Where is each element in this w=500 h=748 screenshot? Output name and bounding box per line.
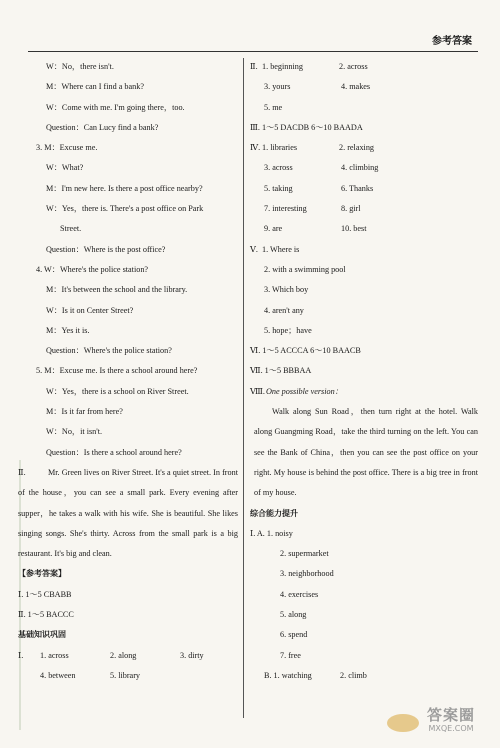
dialogue-line: W：Come with me. I'm going there，too.	[46, 102, 185, 112]
answer-item: 1. across	[40, 650, 69, 660]
answer-item: 1. beginning	[262, 62, 303, 71]
watermark-url: MXQE.COM	[428, 724, 474, 733]
answer-row	[250, 57, 478, 77]
section-two-paragraph	[18, 463, 238, 564]
dialogue-line: 4. W：Where's the police station?	[36, 264, 149, 274]
answer-item: 1. Where is	[262, 244, 300, 254]
dialogue-line: M：Is it far from here?	[46, 407, 123, 417]
answer-line: 5. hope；have	[264, 325, 312, 335]
answer-row	[18, 646, 238, 666]
answer-line: 3. Which boy	[264, 285, 309, 295]
answer-row	[250, 666, 478, 686]
question-line: Question：Is there a school around here?	[46, 447, 182, 457]
dialogue-line: M：Yes it is.	[46, 325, 90, 335]
answer-line: Ⅱ. 1～5 BACCC	[18, 610, 74, 620]
answer-line: 3. neighborhood	[280, 569, 334, 579]
answer-row	[250, 138, 478, 158]
answer-row	[250, 158, 478, 178]
answer-item: 3. yours	[264, 82, 291, 92]
dialogue-line: 3. M：Excuse me.	[36, 143, 98, 153]
answer-row	[250, 240, 478, 260]
answer-item: 4. between	[40, 670, 76, 680]
answer-row	[250, 179, 478, 199]
answer-item: 4. makes	[341, 82, 371, 92]
dialogue-line: W：No，there isn't.	[46, 62, 114, 71]
answer-item: 9. are	[264, 224, 283, 234]
answer-row	[250, 98, 478, 118]
comprehensive-title: 综合能力提升	[250, 508, 298, 518]
answer-item: 2. relaxing	[339, 143, 375, 153]
roman-numeral: Ⅷ.	[250, 386, 265, 396]
roman-numeral: Ⅴ.	[250, 244, 258, 254]
answer-line: Ⅰ. A. 1. noisy	[250, 528, 293, 538]
answer-item: 2. along	[110, 650, 137, 660]
version-label: One possible version：	[266, 386, 343, 396]
dialogue-line: 5. M：Excuse me. Is there a school around here?	[36, 366, 198, 376]
answer-line: 6. spend	[280, 630, 308, 640]
roman-numeral: Ⅱ.	[250, 62, 258, 71]
watermark-logo: 答案圈	[426, 706, 475, 724]
answer-line: 2. supermarket	[280, 549, 329, 559]
dialogue-line: W：Is it on Center Street?	[46, 305, 134, 315]
answer-item: 3. across	[264, 163, 293, 173]
answer-row	[250, 77, 478, 97]
answer-item: 8. girl	[341, 204, 361, 214]
answer-item: 5. me	[264, 102, 283, 112]
answer-item: 7. interesting	[264, 204, 307, 214]
answer-line: 5. along	[280, 610, 307, 620]
header-title: 参考答案	[432, 36, 472, 47]
watermark	[412, 708, 490, 742]
paragraph-text: Mr. Green lives on River Street. It's a quiet street. In front of the house，you can see a small park. Every evening after supper，he takes a walk with his wife. She is beautiful. She likes singing songs. She's thirty. Across from the small park is a big restaurant. It's big and clean.	[18, 467, 238, 559]
answer-row	[250, 219, 478, 239]
dialogue-line: W：What?	[46, 163, 84, 173]
answer-item: 10. best	[341, 224, 367, 234]
question-line: Question：Where's the police station?	[46, 346, 172, 356]
answer-item: 4. climbing	[341, 163, 379, 173]
dialogue-line: W：No，it isn't.	[46, 427, 103, 437]
column-divider	[243, 58, 244, 718]
answer-line: 4. exercises	[280, 589, 319, 599]
answer-line: 2. with a swimming pool	[264, 264, 346, 274]
answer-item: 1. libraries	[262, 143, 298, 153]
dialogue-line: M：I'm new here. Is there a post office nearby?	[46, 183, 203, 193]
roman-numeral: Ⅰ.	[18, 650, 24, 660]
question-line: Question：Can Lucy find a bank?	[46, 122, 159, 132]
page-header	[0, 0, 500, 52]
answer-line: Ⅵ. 1～5 ACCCA 6～10 BAACB	[250, 346, 361, 356]
dialogue-line: W：Yes，there is a school on River Street.	[46, 386, 189, 396]
dialogue-line: M：It's between the school and the library.	[46, 285, 188, 295]
answer-item: 5. taking	[264, 183, 293, 193]
writing-paragraph: Walk along Sun Road，then turn right at the hotel. Walk along Guangming Road，take the third turning on the left. You can see the Bank of China，then you can see the post office on your right. My house is behind the post office. There is a big tree in front of my house.	[254, 407, 478, 498]
answer-line: Ⅶ. 1～5 BBBAA	[250, 366, 312, 376]
answer-item: B. 1. watching	[264, 670, 312, 680]
answer-line: Ⅰ. 1～5 CBABB	[18, 589, 72, 599]
roman-numeral: Ⅱ.	[18, 467, 26, 477]
answer-item: 6. Thanks	[341, 183, 374, 193]
right-column	[250, 57, 478, 686]
answer-item: 2. across	[339, 62, 368, 71]
reference-answer-title: 【参考答案】	[18, 569, 66, 579]
basic-knowledge-title: 基础知识巩固	[18, 630, 66, 640]
header-rule	[28, 51, 478, 52]
answer-line: 7. free	[280, 650, 301, 660]
dialogue-line: W：Yes，there is. There's a post office on Park	[46, 204, 204, 214]
answer-row	[26, 666, 238, 686]
dialogue-line: Street.	[60, 224, 82, 234]
answer-item: 5. library	[110, 670, 141, 680]
roman-numeral: Ⅳ.	[250, 143, 261, 153]
question-line: Question：Where is the post office?	[46, 244, 166, 254]
answer-line: 4. aren't any	[264, 305, 304, 315]
dialogue-line: M：Where can I find a bank?	[46, 82, 144, 92]
answer-item: 2. climb	[340, 670, 367, 680]
left-column	[18, 57, 238, 686]
answer-row	[250, 382, 478, 402]
answer-row	[250, 199, 478, 219]
answer-item: 3. dirty	[180, 650, 204, 660]
answer-line: Ⅲ. 1～5 DACDB 6～10 BAADA	[250, 122, 363, 132]
